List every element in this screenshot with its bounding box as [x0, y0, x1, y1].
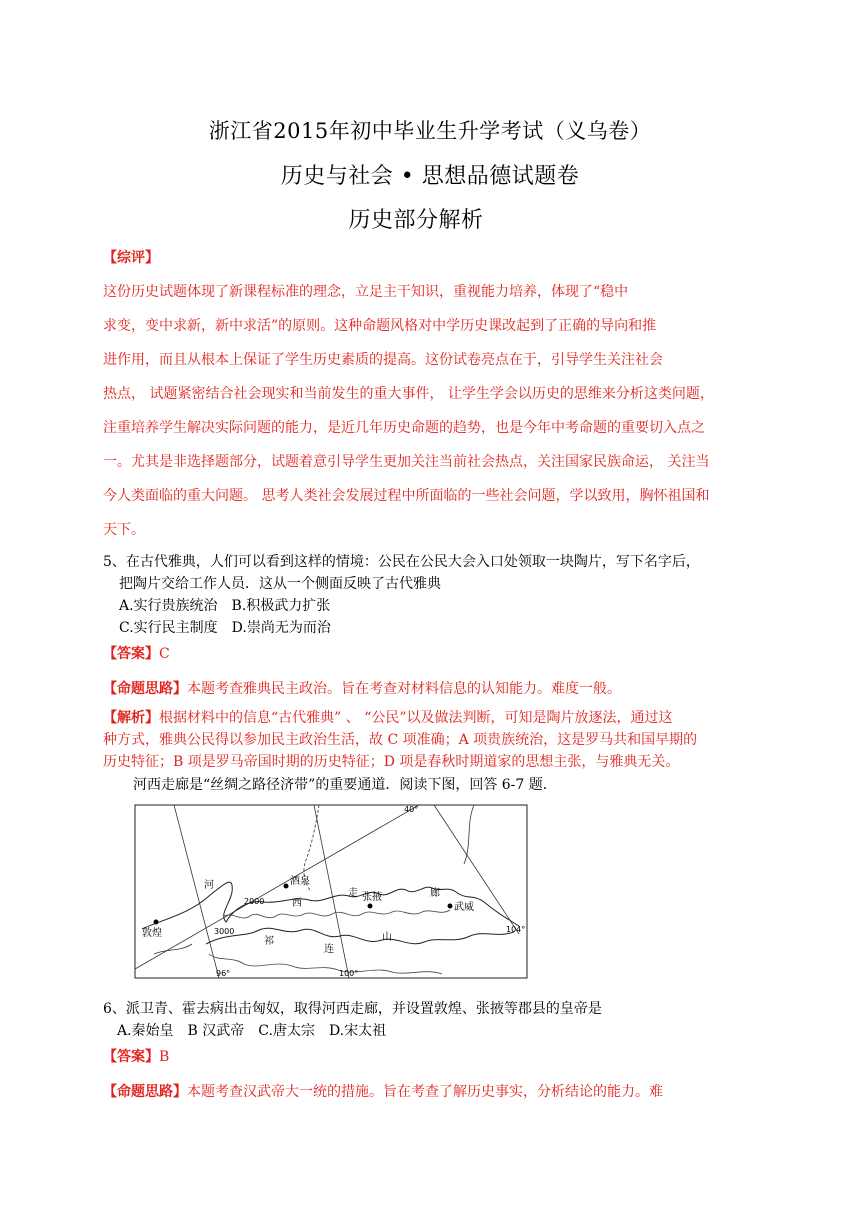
- q5-options-ab: A.实行贵族统治 B.积极武力扩张: [119, 598, 331, 614]
- review-line-4: 热点， 试题紧密结合社会现实和当前发生的重大事件， 让学生学会以历史的思维来分析这类问题，: [103, 386, 714, 402]
- q5-analysis-text-1: 根据材料中的信息“古代雅典” 、 “公民”以及做法判断，可知是陶片放逐法，通过这: [159, 710, 673, 726]
- map-label-lon100: 100°: [339, 969, 359, 978]
- map-label-shan: 山: [382, 932, 392, 943]
- q5-options-cd: C.实行民主制度 D.崇尚无为而治: [119, 620, 331, 636]
- review-line-1: 这份历史试题体现了新课程标准的理念，立足主干知识，重视能力培养，体现了“稳中: [103, 284, 629, 300]
- map-label-lang: 廊: [430, 888, 440, 899]
- q5-idea: [103, 678, 621, 698]
- q5-idea-tag: 【命题思路】: [103, 681, 187, 697]
- review-line-2: 求变，变中求新，新中求活”的原则。这种命题风格对中学历史课改起到了正确的导向和推: [103, 318, 657, 334]
- q6-options: A.秦始皇 B 汉武帝 C.唐太宗 D.宋太祖: [117, 1023, 387, 1039]
- map-label-dunhuang: 敦煌: [142, 928, 162, 939]
- q6-7-intro: 河西走廊是“丝绸之路径济带”的重要通道．阅读下图，回答 6-7 题．: [133, 777, 557, 793]
- q5-analysis-line-3: 历史特征；B 项是罗马帝国时期的历史特征；D 项是春秋时期道家的思想主张，与雅典无关。: [103, 754, 680, 770]
- section-title: 历史部分解析: [348, 208, 484, 233]
- wuwei-dot: [448, 904, 453, 909]
- map-label-qi: 祁: [264, 936, 274, 947]
- hexi-corridor-map-svg: [134, 804, 528, 979]
- q6-idea: [103, 1081, 663, 1101]
- q5-stem-line-2: 把陶片交给工作人员．这从一个侧面反映了古代雅典: [119, 576, 441, 592]
- jiuquan-dot: [284, 884, 289, 889]
- map-label-he: 河: [204, 880, 214, 891]
- review-line-3: 进作用，而且从根本上保证了学生历史素质的提高。这份试卷亮点在于，引导学生关注社会: [103, 352, 663, 368]
- exam-title: 浙江省2015年初中毕业生升学考试（义乌卷）: [208, 119, 652, 143]
- map-label-zou: 走: [348, 888, 358, 899]
- q5-analysis-line-2: 种方式，雅典公民得以参加民主政治生活，故 C 项准确；A 项贵族统治，这是罗马共和国早期的: [103, 732, 698, 748]
- q5-idea-text: 本题考查雅典民主政治。旨在考查对材料信息的认知能力。难度一般。: [187, 681, 621, 697]
- q6-idea-text: 本题考查汉武帝大一统的措施。旨在考查了解历史事实，分析结论的能力。难: [187, 1084, 663, 1100]
- map-label-lon104: 104°: [506, 925, 526, 934]
- map-label-2000: 2000: [244, 897, 265, 906]
- dunhuang-dot: [154, 920, 159, 925]
- q6-idea-tag: 【命题思路】: [103, 1084, 187, 1100]
- map-label-lon96: 96°: [216, 969, 231, 978]
- q5-answer: [103, 643, 170, 663]
- hexi-corridor-map: [134, 804, 528, 979]
- review-tag: 【综评】: [103, 250, 159, 266]
- map-label-xi: 西: [292, 898, 302, 909]
- map-label-zhangye: 张掖: [362, 892, 382, 903]
- map-label-wuwei: 武威: [454, 902, 474, 913]
- review-line-8: 天下。: [103, 522, 145, 538]
- review-line-5: 注重培养学生解决实际问题的能力，是近几年历史命题的趋势，也是今年中考命题的重要切入点之: [103, 420, 705, 436]
- q6-stem: 6、派卫青、霍去病出击匈奴，取得河西走廊，并设置敦煌、张掖等郡县的皇帝是: [103, 1001, 602, 1017]
- q6-answer-tag: 【答案】: [103, 1049, 159, 1065]
- review-line-7: 今人类面临的重大问题。 思考人类社会发展过程中所面临的一些社会问题，学以致用，胸怀祖国和: [103, 488, 710, 504]
- q5-answer-tag: 【答案】: [103, 646, 159, 662]
- review-line-6: 一。尤其是非选择题部分，试题着意引导学生更加关注当前社会热点，关注国家民族命运， 关注当: [103, 454, 710, 470]
- zhangye-dot: [368, 904, 373, 909]
- q6-answer: [103, 1046, 169, 1066]
- map-label-jiuquan: 酒泉: [290, 876, 310, 887]
- q5-analysis-tag: 【解析】: [103, 710, 159, 726]
- exam-subtitle: 历史与社会 • 思想品德试题卷: [280, 164, 580, 189]
- map-label-3000: 3000: [214, 927, 235, 936]
- q5-analysis-line-1: [103, 707, 673, 727]
- q6-answer-value: B: [159, 1049, 170, 1065]
- map-label-lat40: 40°: [404, 805, 419, 814]
- q5-stem-line-1: 5、在古代雅典，人们可以看到这样的情境：公民在公民大会入口处领取一块陶片，写下名字后，: [103, 554, 700, 570]
- q5-answer-value: C: [159, 646, 170, 662]
- map-label-lian: 连: [324, 944, 334, 955]
